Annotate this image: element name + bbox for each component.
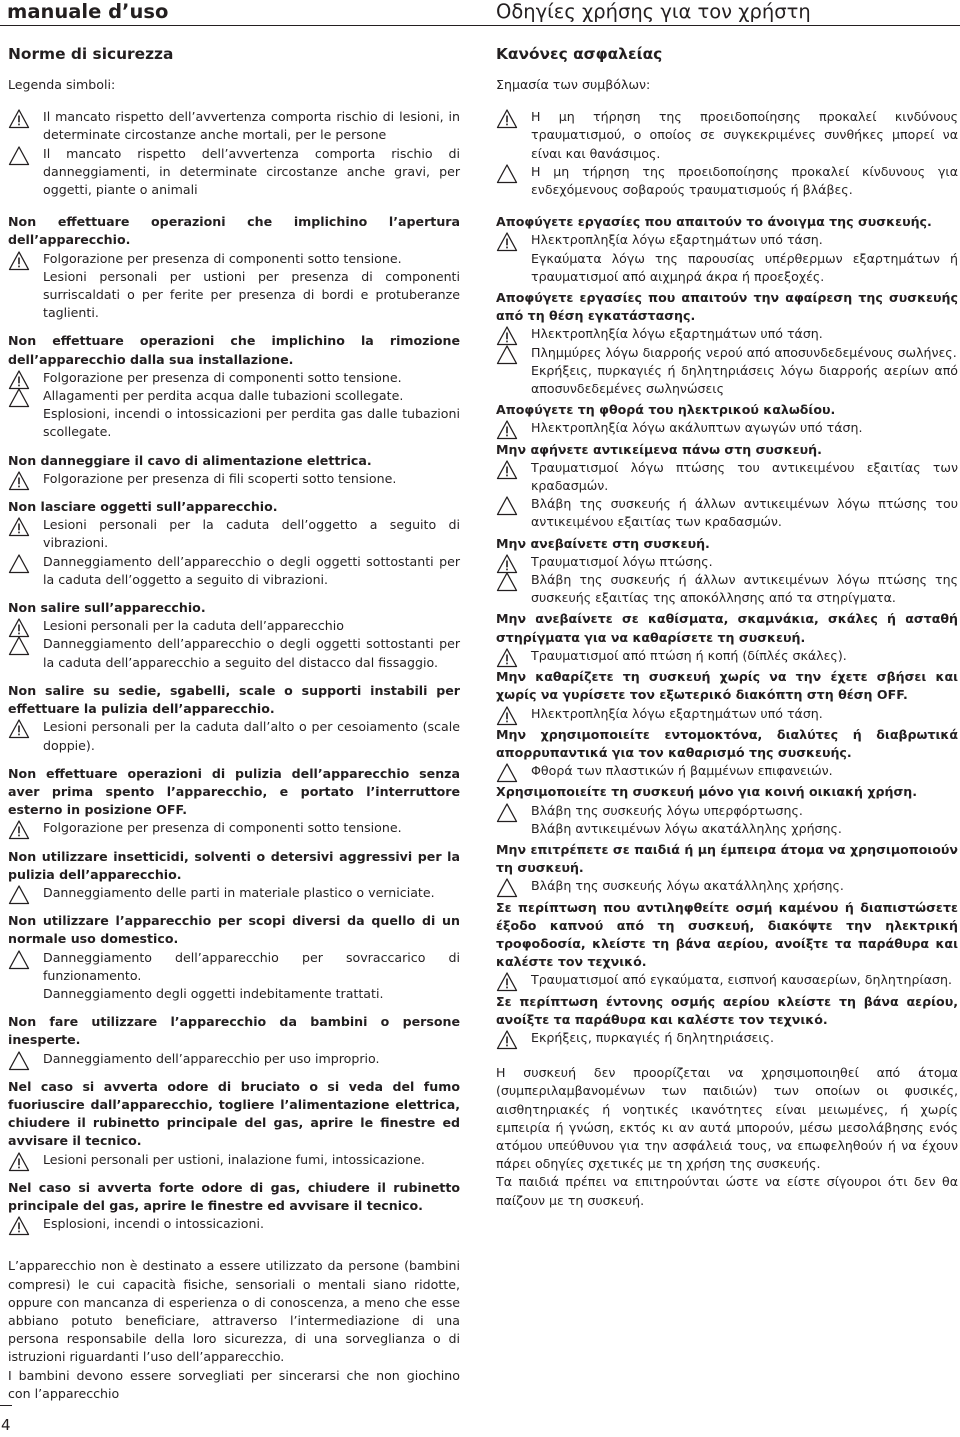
consequence-text: Allagamenti per perdita acqua dalle tubazioni scollegate. (43, 388, 404, 404)
consequence-item (496, 108, 958, 163)
hazard-icon (496, 459, 518, 481)
consequence-text: Εγκαύματα λόγω της παρουσίας υπέρθερμων εξαρτημάτων ή τραυματισμοί από αιχμηρά άκρα ή προεξοχές. (531, 250, 958, 284)
consequence-item (496, 553, 958, 571)
hazard-icon (496, 971, 518, 993)
section-title: Norme di sicurezza (8, 45, 174, 63)
consequence-item (496, 344, 958, 362)
consequence-item (8, 884, 460, 902)
warning-heading: Αποφύγετε εργασίες που απαιτούν την αφαίρεση της συσκευής από τη θέση εγκατάστασης. (496, 290, 958, 324)
consequence-text: Εκρήξεις, πυρκαγιές ή δηλητηριάσεις λόγω διαρροής αερίων από αποσυνδεδεμένες σωληνώσεις (531, 362, 958, 397)
consequence-text: Folgorazione per presenza di componenti sotto tensione. (43, 250, 402, 266)
spacer (8, 94, 460, 108)
spacer (8, 902, 460, 912)
closing-paragraph: Η συσκευή δεν προορίζεται να χρησιμοποιηθεί από άτομα (συμπεριλαμβανομένων των παιδιών) των οποίων οι φυσικές, αισθητηριακές ή νοητικές ικανότητες είναι μειωμένες, ή χωρίς εμπειρία ή γνώση, εκτός κι αν αυτά μπορούν, μέσω μεσολάβησης ενός ατόμου υπεύθυνου για την ασφάλειά τους, να επωφεληθούν ή να έχουν πάρει οδηγίες σχετικές με τη χρήση της συσκευής. (496, 1065, 958, 1172)
consequence-item (8, 108, 460, 144)
consequence-text: Βλάβη της συσκευής λόγω υπερφόρτωσης. (531, 802, 803, 818)
greek-column (496, 40, 958, 1210)
consequence-text: Esplosioni, incendi o intossicazioni per perdita gas dalle tubazioni scollegate. (43, 406, 460, 440)
hazard-icon (8, 470, 30, 492)
consequence-text: Η μη τήρηση της προειδοποίησης προκαλεί κίνδυνους για ενδεχόμενους σοβαρούς τραυματισμούς ή βλάβες. (531, 163, 958, 198)
consequence-item (8, 635, 460, 671)
caution-icon (8, 949, 30, 971)
spacer (8, 322, 460, 332)
spacer (8, 1169, 460, 1179)
hazard-icon (496, 647, 518, 669)
consequence-item (8, 268, 460, 323)
warning-heading: Non utilizzare insetticidi, solventi o detersivi aggressivi per la pulizia dell’apparecchio. (8, 848, 460, 882)
consequence-item (8, 949, 460, 985)
spacer (8, 1068, 460, 1078)
footer-rule (0, 1405, 12, 1406)
spacer (8, 199, 460, 213)
consequence-text: Lesioni personali per la caduta dall’alto o per cesoiamento (scale doppie). (43, 719, 460, 753)
consequence-text: Η μη τήρηση της προειδοποίησης προκαλεί κινδύνους τραυματισμού, ο οποίος σε συγκεκριμένες συνθήκες μπορεί να είναι και θανάσιμος. (531, 109, 958, 161)
spacer (8, 488, 460, 498)
hazard-icon (496, 1029, 518, 1051)
warning-heading: Non danneggiare il cavo di alimentazione elettrica. (8, 452, 372, 468)
warning-heading: Αποφύγετε εργασίες που απαιτούν το άνοιγμα της συσκευής. (496, 214, 932, 230)
consequence-item (8, 145, 460, 200)
consequence-item (496, 802, 958, 820)
warning-heading: Σε περίπτωση που αντιληφθείτε οσμή καμένου ή διαπιστώσετε έξοδο καπνού από τη συσκευή, διακόψτε την ηλεκτρική τροφοδοσία, κλείστε τη βάνα αερίου, ανοίξτε τα παράθυρα και καλέστε τον τεχνικό. (496, 899, 958, 970)
caution-icon (496, 571, 518, 593)
warning-heading: Non effettuare operazioni che implichino la rimozione dell’apparecchio dalla sua installazione. (8, 333, 460, 367)
consequence-text: Lesioni personali per ustioni per presenza di componenti surriscaldati o per ferite per presenza di bordi e protuberanze taglienti. (43, 268, 460, 321)
consequence-text: Ηλεκτροπληξία λόγω ακάλυπτων αγωγών υπό τάση. (531, 420, 863, 436)
header-title-greek: Οδηγίες χρήσης για τον χρήστη (496, 0, 811, 23)
consequence-text: Folgorazione per presenza di componenti sotto tensione. (43, 369, 402, 385)
spacer (8, 838, 460, 848)
warning-heading: Μην ανεβαίνετε στη συσκευή. (496, 535, 710, 551)
header-rule (0, 25, 960, 26)
consequence-text: Danneggiamento degli oggetti indebitamente trattati. (43, 985, 384, 1001)
hazard-icon (8, 108, 30, 130)
spacer (8, 1233, 460, 1243)
consequence-item (8, 819, 460, 837)
hazard-icon (8, 516, 30, 538)
warning-heading: Αποφύγετε τη φθορά του ηλεκτρικού καλωδίου. (496, 402, 836, 418)
spacer (8, 442, 460, 452)
page-number: 4 (1, 1416, 11, 1434)
consequence-item (8, 1215, 460, 1233)
consequence-item (496, 325, 958, 343)
consequence-text: Il mancato rispetto dell’avvertenza comporta rischio di lesioni, in determinate circostanze anche mortali, per le persone (43, 109, 460, 143)
consequence-text: Lesioni personali per ustioni, inalazione fumi, intossicazione. (43, 1151, 425, 1167)
legend-label: Σημασία των συμβόλων: (496, 77, 651, 92)
hazard-icon (8, 1151, 30, 1173)
consequence-item (496, 762, 958, 780)
consequence-text: Βλάβη της συσκευής ή άλλων αντικειμένων λόγω πτώσης του αντικειμένου εξαιτίας των κραδασμών. (531, 496, 958, 530)
consequence-item (8, 617, 460, 635)
consequence-text: Πλημμύρες λόγω διαρροής νερού από αποσυνδεδεμένους σωλήνες. (531, 344, 957, 360)
caution-icon (496, 877, 518, 899)
header-title-italian: manuale d’uso (7, 0, 169, 23)
consequence-text: Danneggiamento dell’apparecchio per uso improprio. (43, 1050, 380, 1066)
warning-heading: Nel caso si avverta odore di bruciato o si veda del fumo fuoriuscire dall’apparecchio, togliere l’alimentazione elettrica, chiudere il rubinetto principale del gas, aprire le finestre ed avvisare il tecnico. (8, 1078, 460, 1149)
warning-heading: Nel caso si avverta forte odore di gas, chiudere il rubinetto principale del gas, aprire le finestre ed avvisare il tecnico. (8, 1179, 460, 1213)
consequence-text: Ηλεκτροπληξία λόγω εξαρτημάτων υπό τάση. (531, 232, 823, 248)
consequence-item (8, 470, 460, 488)
consequence-text: Esplosioni, incendi o intossicazioni. (43, 1216, 264, 1232)
consequence-text: Τραυματισμοί από εγκαύματα, εισπνοή καυσαερίων, δηλητηρίαση. (531, 972, 952, 988)
consequence-item (496, 971, 958, 989)
consequence-item (496, 419, 958, 437)
consequence-item (8, 405, 460, 441)
warning-heading: Σε περίπτωση έντονης οσμής αερίου κλείστε τη βάνα αερίου, ανοίξτε τα παράθυρα και καλέστε τον τεχνικό. (496, 993, 958, 1027)
consequence-text: Folgorazione per presenza di fili scoperti sotto tensione. (43, 470, 397, 486)
spacer (8, 1003, 460, 1013)
caution-icon (8, 1050, 30, 1072)
consequence-text: Danneggiamento delle parti in materiale plastico o verniciate. (43, 884, 435, 900)
consequence-text: Lesioni personali per la caduta dell’oggetto a seguito di vibrazioni. (43, 517, 460, 551)
caution-icon (8, 884, 30, 906)
consequence-text: Danneggiamento dell’apparecchio o degli oggetti sottostanti per la caduta dell’apparecchio a seguito del distacco dal fissaggio. (43, 636, 460, 670)
warning-heading: Non utilizzare l’apparecchio per scopi diversi da quello di un normale uso domestico. (8, 913, 460, 947)
warning-heading: Χρησιμοποιείτε τη συσκευή μόνο για κοινή οικιακή χρήση. (496, 784, 918, 800)
consequence-item (8, 553, 460, 589)
consequence-item (496, 495, 958, 531)
caution-icon (496, 163, 518, 185)
consequence-item (8, 1050, 460, 1068)
consequence-item (8, 516, 460, 552)
consequence-text: Il mancato rispetto dell’avvertenza comporta rischio di danneggiamenti, in determinate circostanze anche gravi, per oggetti, piante o animali (43, 145, 460, 198)
spacer (8, 589, 460, 599)
italian-column (8, 40, 460, 1403)
closing-paragraph: I bambini devono essere sorvegliati per sincerarsi che non giochino con l’apparecchio (8, 1367, 460, 1401)
consequence-text: Βλάβη της συσκευής λόγω ακατάλληλης χρήσης. (531, 878, 844, 894)
hazard-icon (496, 419, 518, 441)
consequence-item (8, 718, 460, 754)
hazard-icon (8, 819, 30, 841)
consequence-item (496, 163, 958, 199)
warning-heading: Non salire su sedie, sgabelli, scale o supporti instabili per effettuare la pulizia dell’apparecchio. (8, 682, 460, 717)
consequence-item (8, 250, 460, 268)
closing-paragraph: L’apparecchio non è destinato a essere utilizzato da persone (bambini compresi) le cui capacità fisiche, sensoriali o mentali siano ridotte, oppure con mancanza di esperienza o di conoscenza, a meno che esse abbiano potuto beneficiare, attraverso l’intermediazione di una persona responsabile della loro sicurezza, di una sorveglianza o di istruzioni riguardanti l’uso dell’apparecchio. (8, 1258, 460, 1365)
caution-icon (8, 553, 30, 575)
consequence-text: Βλάβη αντικειμένων λόγω ακατάλληλης χρήσης. (531, 820, 842, 836)
consequence-item (8, 985, 460, 1003)
consequence-item (496, 231, 958, 249)
warning-heading: Non salire sull’apparecchio. (8, 600, 206, 616)
legend-label: Legenda simboli: (8, 77, 116, 92)
hazard-icon (8, 1215, 30, 1237)
spacer (496, 199, 958, 213)
consequence-text: Φθορά των πλαστικών ή βαμμένων επιφανειών. (531, 763, 833, 779)
consequence-item (8, 1151, 460, 1169)
consequence-item (496, 820, 958, 838)
caution-icon (8, 635, 30, 657)
consequence-item (8, 387, 460, 405)
warning-heading: Μην ανεβαίνετε σε καθίσματα, σκαμνάκια, σκάλες ή ασταθή στηρίγματα για να καθαρίσετε τη συσκευή. (496, 611, 958, 645)
spacer (8, 672, 460, 682)
consequence-item (496, 362, 958, 398)
spacer (496, 94, 958, 108)
consequence-item (496, 250, 958, 286)
warning-heading: Non effettuare operazioni che implichino l’apertura dell’apparecchio. (8, 214, 460, 248)
hazard-icon (496, 108, 518, 130)
warning-heading: Μην καθαρίζετε τη συσκευή χωρίς να την έχετε σβήσει και χωρίς να γυρίσετε τον εξωτερικό διακόπτη στη θέση OFF. (496, 669, 958, 703)
warning-heading: Μην επιτρέπετε σε παιδιά ή μη έμπειρα άτομα να χρησιμοποιούν τη συσκευή. (496, 841, 958, 876)
consequence-text: Ηλεκτροπληξία λόγω εξαρτημάτων υπό τάση. (531, 705, 823, 721)
consequence-text: Βλάβη της συσκευής ή άλλων αντικειμένων λόγω πτώσης της συσκευής εξαιτίας της αποκόλλησης από τα στηρίγματα. (531, 572, 958, 606)
warning-heading: Non effettuare operazioni di pulizia dell’apparecchio senza aver prima spento l’apparecchio, e portato l’interruttore esterno in posizione OFF. (8, 765, 460, 818)
caution-icon (8, 145, 30, 167)
consequence-text: Τραυματισμοί λόγω πτώσης. (531, 553, 713, 569)
caution-icon (496, 762, 518, 784)
consequence-item (496, 647, 958, 665)
warning-heading: Non lasciare oggetti sull’apparecchio. (8, 499, 278, 515)
section-title: Κανόνες ασφαλείας (496, 45, 663, 63)
consequence-text: Lesioni personali per la caduta dell’apparecchio (43, 618, 344, 634)
warning-heading: Μην χρησιμοποιείτε εντομοκτόνα, διαλύτες ή διαβρωτικά απορρυπαντικά για τον καθαρισμό της συσκευής. (496, 726, 958, 760)
consequence-item (8, 369, 460, 387)
consequence-text: Folgorazione per presenza di componenti sotto tensione. (43, 820, 402, 836)
spacer (8, 755, 460, 765)
hazard-icon (8, 718, 30, 740)
consequence-item (496, 877, 958, 895)
consequence-text: Τραυματισμοί από πτώση ή κοπή (δίπλές σκάλες). (531, 647, 847, 663)
spacer (496, 1050, 958, 1064)
consequence-text: Τραυματισμοί λόγω πτώσης του αντικειμένου εξαιτίας των κραδασμών. (531, 459, 958, 494)
consequence-text: Danneggiamento dell’apparecchio o degli oggetti sottostanti per la caduta dell’oggetto a seguito di vibrazioni. (43, 553, 460, 587)
consequence-item (496, 705, 958, 723)
consequence-item (496, 459, 958, 495)
closing-paragraph: Τα παιδιά πρέπει να επιτηρούνται ώστε να είστε σίγουροι ότι δεν θα παίζουν με τη συσκευή. (496, 1174, 958, 1208)
consequence-text: Εκρήξεις, πυρκαγιές ή δηλητηριάσεις. (531, 1029, 775, 1045)
warning-heading: Non fare utilizzare l’apparecchio da bambini o persone inesperte. (8, 1014, 460, 1048)
spacer (8, 1243, 460, 1257)
hazard-icon (496, 705, 518, 727)
consequence-item (496, 571, 958, 607)
caution-icon (496, 495, 518, 517)
consequence-text: Danneggiamento dell’apparecchio per sovraccarico di funzionamento. (43, 949, 460, 983)
warning-heading: Μην αφήνετε αντικείμενα πάνω στη συσκευή. (496, 441, 822, 457)
consequence-item (496, 1029, 958, 1047)
consequence-text: Ηλεκτροπληξία λόγω εξαρτημάτων υπό τάση. (531, 326, 823, 342)
